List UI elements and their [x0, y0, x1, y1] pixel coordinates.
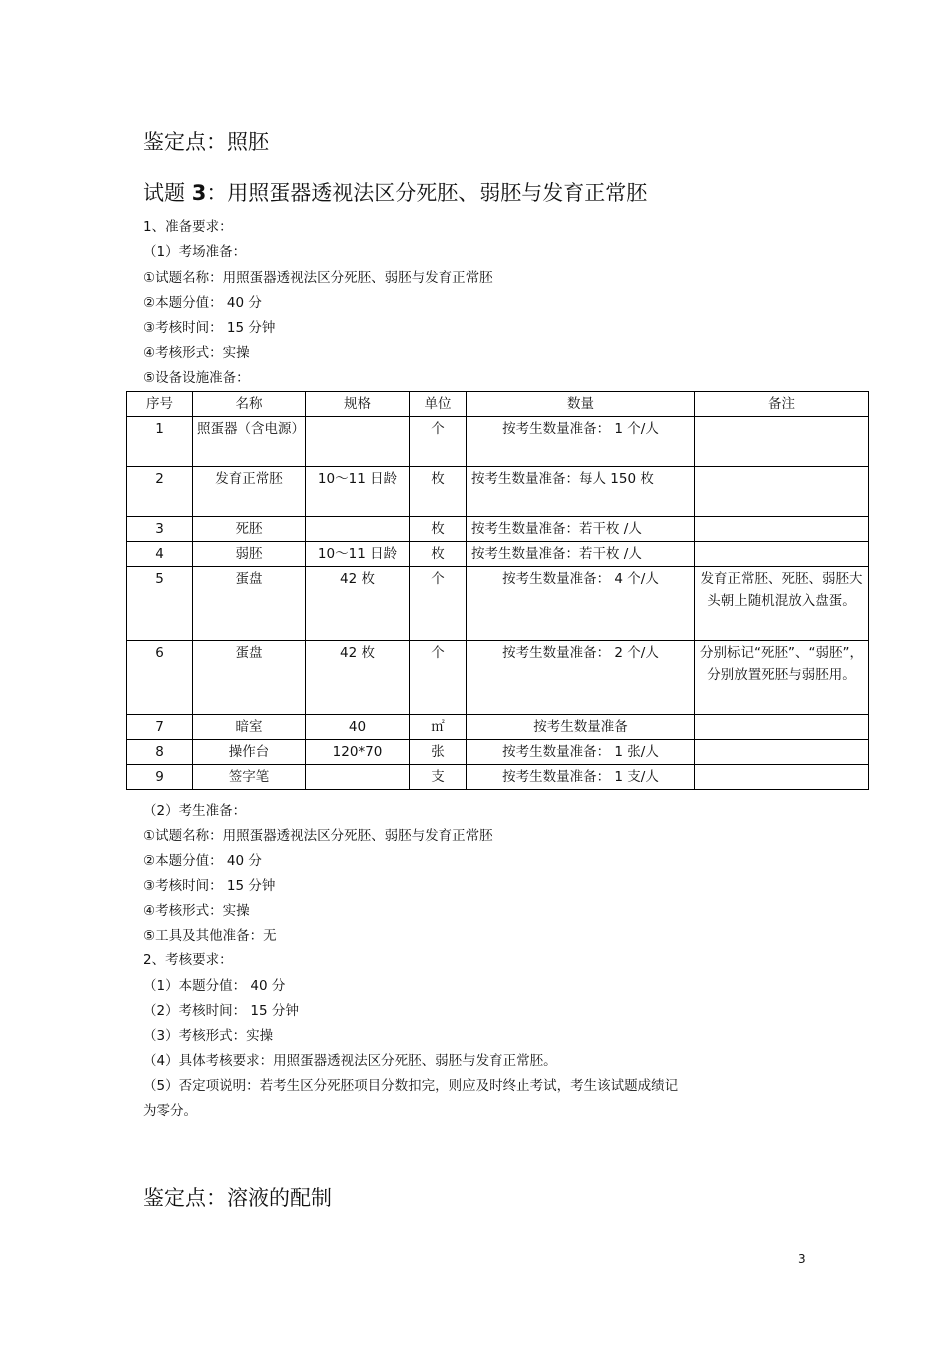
- cell-note: [695, 467, 869, 517]
- section-heading-2: 鉴定点：溶液的配制: [143, 1186, 332, 1210]
- cell-unit: 枚: [410, 517, 467, 542]
- requirement-item: （3）考核形式：实操: [143, 1028, 274, 1044]
- cell-qty: 按考生数量准备： 1 张/人: [467, 740, 695, 765]
- candidate-item: ④考核形式：实操: [143, 903, 250, 919]
- cell-no: 1: [127, 417, 193, 467]
- cell-spec: 42 枚: [306, 641, 410, 715]
- candidate-item: ③考核时间： 15 分钟: [143, 878, 276, 894]
- cell-note: [695, 517, 869, 542]
- table-row: [127, 467, 869, 517]
- cell-qty: 按考生数量准备：每人 150 枚: [467, 467, 695, 517]
- cell-qty: 按考生数量准备: [467, 715, 695, 740]
- cell-unit: 支: [410, 765, 467, 790]
- cell-unit: 个: [410, 641, 467, 715]
- cell-unit: 个: [410, 567, 467, 641]
- header-note: 备注: [695, 392, 869, 417]
- cell-qty: 按考生数量准备：若干枚 /人: [467, 517, 695, 542]
- cell-name: 弱胚: [193, 542, 306, 567]
- candidate-item: ①试题名称：用照蛋器透视法区分死胚、弱胚与发育正常胚: [143, 828, 493, 844]
- venue-item: ②本题分值： 40 分: [143, 295, 262, 311]
- requirement-item: （2）考核时间： 15 分钟: [143, 1003, 299, 1019]
- cell-spec: 42 枚: [306, 567, 410, 641]
- cell-name: 照蛋器（含电源）: [193, 417, 306, 467]
- header-spec: 规格: [306, 392, 410, 417]
- header-unit: 单位: [410, 392, 467, 417]
- cell-note: [695, 542, 869, 567]
- table-row: [127, 740, 869, 765]
- cell-qty: 按考生数量准备： 1 支/人: [467, 765, 695, 790]
- table-row: [127, 765, 869, 790]
- cell-name: 蛋盘: [193, 641, 306, 715]
- question-title: [143, 179, 647, 207]
- cell-note: [695, 715, 869, 740]
- cell-qty: 按考生数量准备： 4 个/人: [467, 567, 695, 641]
- candidate-item: ②本题分值： 40 分: [143, 853, 262, 869]
- cell-spec: [306, 417, 410, 467]
- cell-unit: 枚: [410, 542, 467, 567]
- cell-name: 蛋盘: [193, 567, 306, 641]
- requirements-heading: 2、考核要求：: [143, 952, 233, 968]
- cell-no: 3: [127, 517, 193, 542]
- candidate-item: ⑤工具及其他准备：无: [143, 928, 277, 944]
- header-name: 名称: [193, 392, 306, 417]
- cell-unit: 个: [410, 417, 467, 467]
- venue-item: ④考核形式：实操: [143, 345, 250, 361]
- cell-unit: ㎡: [410, 715, 467, 740]
- cell-no: 6: [127, 641, 193, 715]
- prep-heading: 1、准备要求：: [143, 219, 233, 235]
- cell-qty: 按考生数量准备： 1 个/人: [467, 417, 695, 467]
- cell-unit: 枚: [410, 467, 467, 517]
- cell-note: 分别标记“死胚”、“弱胚”，分别放置死胚与弱胚用。: [695, 641, 869, 715]
- venue-heading: （1）考场准备：: [143, 244, 247, 260]
- table-row: [127, 417, 869, 467]
- table-row: [127, 517, 869, 542]
- cell-no: 7: [127, 715, 193, 740]
- cell-name: 死胚: [193, 517, 306, 542]
- cell-spec: 120*70: [306, 740, 410, 765]
- requirement-item: （4）具体考核要求：用照蛋器透视法区分死胚、弱胚与发育正常胚。: [143, 1053, 557, 1069]
- cell-spec: 10～11 日龄: [306, 542, 410, 567]
- venue-item: ③考核时间： 15 分钟: [143, 320, 276, 336]
- cell-no: 5: [127, 567, 193, 641]
- cell-unit: 张: [410, 740, 467, 765]
- cell-qty: 按考生数量准备： 2 个/人: [467, 641, 695, 715]
- title-rest: ：用照蛋器透视法区分死胚、弱胚与发育正常胚: [206, 181, 648, 205]
- cell-name: 签字笔: [193, 765, 306, 790]
- cell-no: 8: [127, 740, 193, 765]
- cell-spec: [306, 765, 410, 790]
- cell-note: [695, 417, 869, 467]
- cell-note: [695, 765, 869, 790]
- cell-no: 2: [127, 467, 193, 517]
- title-number: 3: [191, 181, 207, 205]
- cell-note: 发育正常胚、死胚、弱胚大头朝上随机混放入盘蛋。: [695, 567, 869, 641]
- requirement-item: 为零分。: [143, 1103, 197, 1119]
- cell-no: 4: [127, 542, 193, 567]
- header-qty: 数量: [467, 392, 695, 417]
- header-no: 序号: [127, 392, 193, 417]
- cell-spec: [306, 517, 410, 542]
- table-row: [127, 542, 869, 567]
- cell-spec: 10～11 日龄: [306, 467, 410, 517]
- table-row: [127, 715, 869, 740]
- cell-name: 发育正常胚: [193, 467, 306, 517]
- cell-note: [695, 740, 869, 765]
- page-number: 3: [798, 1252, 806, 1266]
- section-heading: 鉴定点：照胚: [143, 130, 269, 154]
- venue-item: ⑤设备设施准备：: [143, 370, 250, 386]
- cell-qty: 按考生数量准备：若干枚 /人: [467, 542, 695, 567]
- requirement-item: （5）否定项说明：若考生区分死胚项目分数扣完，则应及时终止考试，考生该试题成绩记: [143, 1078, 679, 1094]
- cell-name: 暗室: [193, 715, 306, 740]
- equipment-table: [126, 391, 869, 790]
- candidate-heading: （2）考生准备：: [143, 803, 247, 819]
- cell-name: 操作台: [193, 740, 306, 765]
- table-row: [127, 641, 869, 715]
- table-header-row: [127, 392, 869, 417]
- title-prefix: 试题: [143, 181, 185, 205]
- requirement-item: （1）本题分值： 40 分: [143, 978, 286, 994]
- venue-item: ①试题名称：用照蛋器透视法区分死胚、弱胚与发育正常胚: [143, 270, 493, 286]
- table-row: [127, 567, 869, 641]
- cell-spec: 40: [306, 715, 410, 740]
- cell-no: 9: [127, 765, 193, 790]
